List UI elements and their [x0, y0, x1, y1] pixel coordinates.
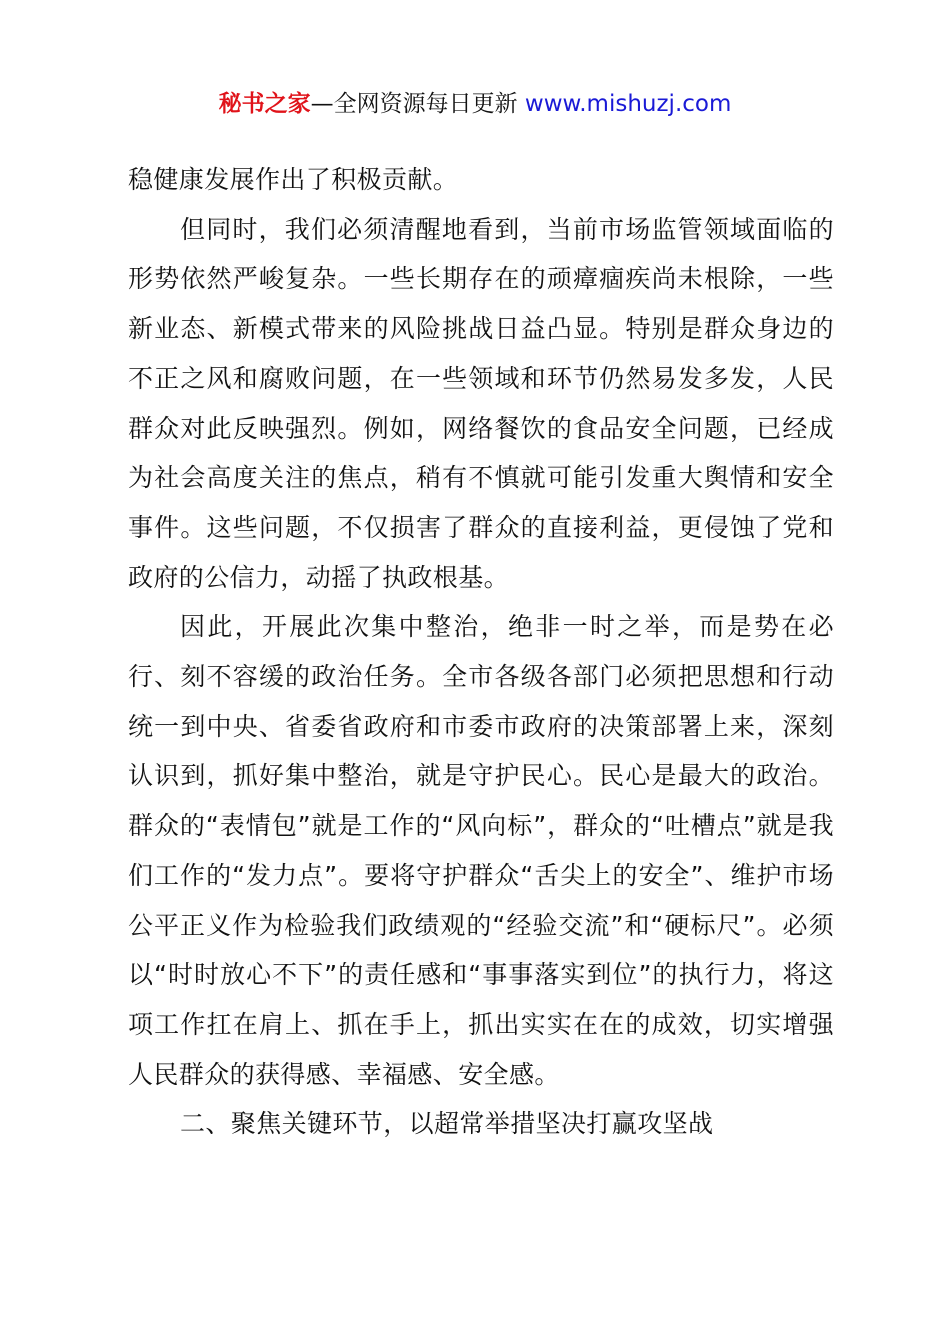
section-heading: 二、聚焦关键环节，以超常举措坚决打赢攻坚战	[180, 1109, 714, 1139]
header-site-url[interactable]: www.mishuzj.com	[524, 91, 732, 117]
paragraph-continuation: 稳健康发展作出了积极贡献。	[128, 165, 459, 194]
page-header	[0, 88, 950, 120]
header-brand: 秘书之家	[218, 91, 311, 117]
paragraph: 但同时，我们必须清醒地看到，当前市场监管领域面临的形势依然严峻复杂。一些长期存在的顽瘴痼疾尚未根除，一些新业态、新模式带来的风险挑战日益凸显。特别是群众身边的不正之风和腐败问题，在一些领域和环节仍然易发多发，人民群众对此反映强烈。例如，网络餐饮的食品安全问题，已经成为社会高度关注的焦点，稍有不慎就可能引发重大舆情和安全事件。这些问题，不仅损害了群众的直接利益，更侵蚀了党和政府的公信力，动摇了执政根基。	[128, 214, 834, 592]
paragraph: 因此，开展此次集中整治，绝非一时之举，而是势在必行、刻不容缓的政治任务。全市各级各部门必须把思想和行动统一到中央、省委省政府和市委市政府的决策部署上来，深刻认识到，抓好集中整治，就是守护民心。民心是最大的政治。群众的“表情包”就是工作的“风向标”，群众的“吐槽点”就是我们工作的“发力点”。要将守护群众“舌尖上的安全”、维护市场公平正义作为检验我们政绩观的“经验交流”和“硬标尺”。必须以“时时放心不下”的责任感和“事事落实到位”的执行力，将这项工作扛在肩上、抓在手上，抓出实实在在的成效，切实增强人民群众的获得感、幸福感、安全感。	[128, 612, 834, 1089]
header-tagline: —全网资源每日更新	[310, 91, 525, 117]
document-body	[128, 155, 834, 1149]
